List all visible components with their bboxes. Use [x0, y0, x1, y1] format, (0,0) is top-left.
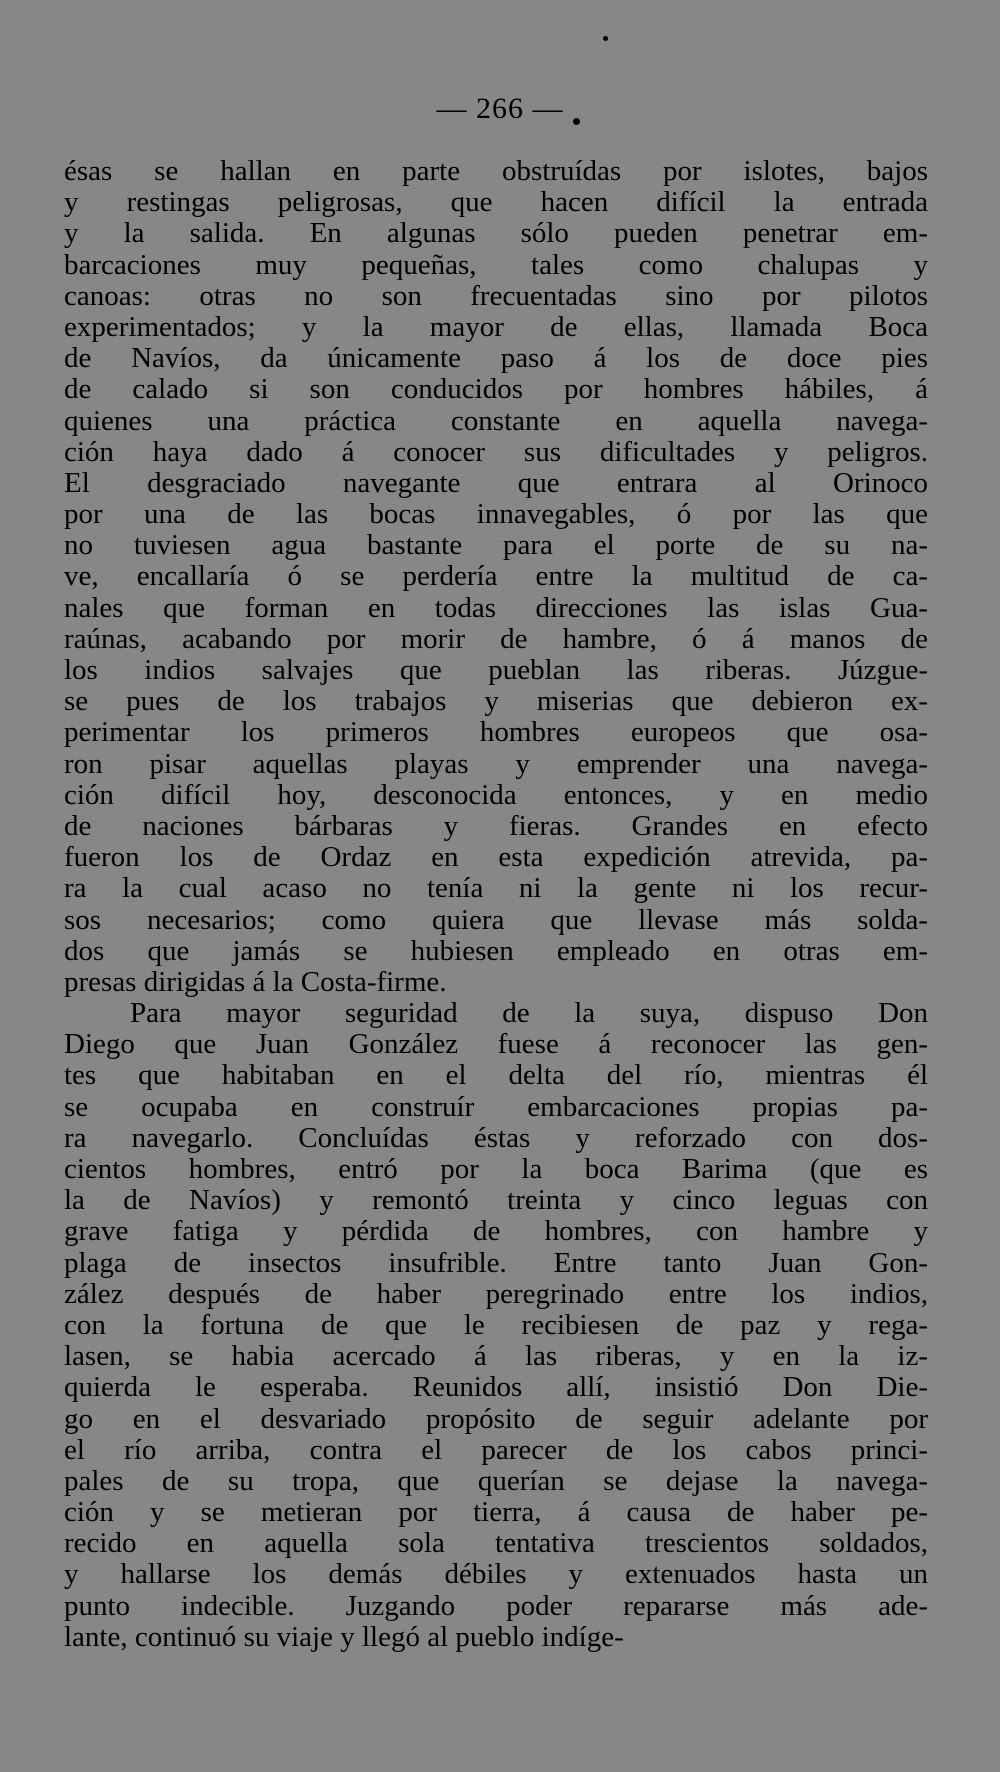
text-line: sos necesarios; como quiera que llevase más solda-	[64, 903, 928, 936]
text-line: de naciones bárbaras y fieras. Grandes en efecto	[64, 809, 928, 842]
text-line: la de Navíos) y remontó treinta y cinco leguas con	[64, 1184, 928, 1217]
ink-speck	[573, 118, 580, 125]
text-line: con la fortuna de que le recibiesen de paz y rega-	[64, 1308, 928, 1341]
text-line: dos que jamás se hubiesen empleado en otras em-	[64, 934, 928, 967]
text-line: El desgraciado navegante que entrara al Orinoco	[64, 466, 928, 499]
text-line: ve, encallaría ó se perdería entre la multitud de ca-	[64, 560, 928, 593]
text-line: de calado si son conducidos por hombres hábiles, á	[64, 373, 928, 406]
text-line: nales que forman en todas direcciones las islas Gua-	[64, 591, 928, 624]
text-line: canoas: otras no son frecuentadas sino por pilotos	[64, 279, 928, 312]
text-line: ra navegarlo. Concluídas éstas y reforzado con dos-	[64, 1121, 928, 1154]
text-line: ción haya dado á conocer sus dificultades y peligros.	[64, 435, 928, 468]
text-line: y restingas peligrosas, que hacen difícil la entrada	[64, 186, 928, 219]
text-line: perimentar los primeros hombres europeos que osa-	[64, 716, 928, 749]
text-line: presas dirigidas á la Costa-firme.	[64, 965, 447, 998]
text-line: Diego que Juan González fuese á reconocer las gen-	[64, 1028, 928, 1061]
text-line: cientos hombres, entró por la boca Barima (que es	[64, 1153, 928, 1185]
text-line: quierda le esperaba. Reunidos allí, insistió Don Die-	[64, 1371, 928, 1404]
text-line: lante, continuó su viaje y llegó al pueblo indíge-	[64, 1620, 624, 1653]
text-line: ésas se hallan en parte obstruídas por islotes, bajos	[64, 155, 928, 187]
text-line: los indios salvajes que pueblan las riberas. Júzgue-	[64, 654, 928, 686]
text-line: lasen, se habia acercado á las riberas, y en la iz-	[64, 1340, 928, 1373]
text-line: plaga de insectos insufrible. Entre tanto Juan Gon-	[64, 1246, 928, 1279]
paragraph	[64, 156, 928, 998]
text-line: pales de su tropa, que querían se dejase la navega-	[64, 1464, 928, 1497]
text-line: el río arriba, contra el parecer de los cabos princi-	[64, 1433, 928, 1466]
text-line: Para mayor seguridad de la suya, dispuso Don	[130, 997, 928, 1030]
text-line: fueron los de Ordaz en esta expedición atrevida, pa-	[64, 841, 928, 874]
text-line: y hallarse los demás débiles y extenuados hasta un	[64, 1558, 928, 1591]
text-line: ción y se metieran por tierra, á causa de haber pe-	[64, 1496, 928, 1529]
text-line: se ocupaba en construír embarcaciones propias pa-	[64, 1090, 928, 1123]
text-line: zález después de haber peregrinado entre los indios,	[64, 1277, 928, 1310]
text-line: punto indecible. Juzgando poder repararse más ade-	[64, 1589, 928, 1622]
text-line: ción difícil hoy, desconocida entonces, y en medio	[64, 778, 928, 811]
paragraph	[64, 998, 928, 1653]
text-line: no tuviesen agua bastante para el porte de su na-	[64, 529, 928, 562]
text-line: de Navíos, da únicamente paso á los de doce pies	[64, 342, 928, 375]
text-line: tes que habitaban en el delta del río, mientras él	[64, 1059, 928, 1092]
text-line: barcaciones muy pequeñas, tales como chalupas y	[64, 248, 928, 281]
text-line: grave fatiga y pérdida de hombres, con hambre y	[64, 1215, 928, 1248]
body-text	[64, 156, 928, 1653]
text-line: recido en aquella sola tentativa trescientos soldados,	[64, 1527, 928, 1560]
text-line: experimentados; y la mayor de ellas, llamada Boca	[64, 310, 928, 343]
text-line: ra la cual acaso no tenía ni la gente ni los recur-	[64, 872, 928, 905]
text-line: y la salida. En algunas sólo pueden penetrar em-	[64, 217, 928, 250]
text-line: go en el desvariado propósito de seguir adelante por	[64, 1402, 928, 1435]
text-line: ron pisar aquellas playas y emprender una navega-	[64, 747, 928, 780]
ink-speck	[603, 36, 608, 41]
text-line: por una de las bocas innavegables, ó por las que	[64, 498, 928, 531]
page-number: — 266 —	[436, 92, 564, 125]
text-line: quienes una práctica constante en aquella navega-	[64, 404, 928, 437]
text-line: se pues de los trabajos y miserias que debieron ex-	[64, 685, 928, 718]
text-line: raúnas, acabando por morir de hambre, ó á manos de	[64, 622, 928, 655]
